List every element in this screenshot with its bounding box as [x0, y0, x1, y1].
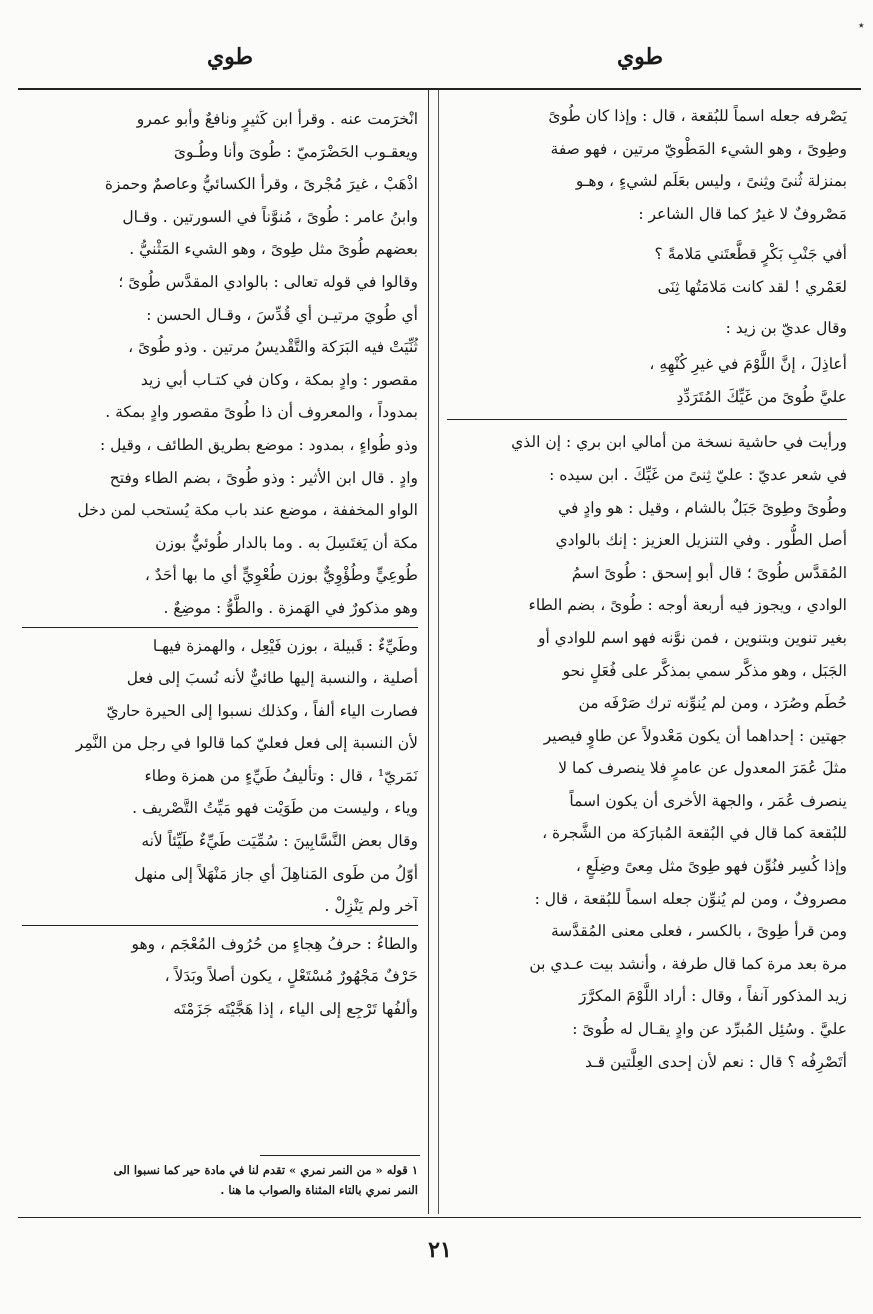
text-line: المُقدَّس طُوىً ؛ قال أبو إسحق : طُوىً اسمُ: [571, 563, 847, 582]
text-line: انْخرَمت عنه . وقرأ ابن كَثيرٍ ونافعٌ وأبو عمرو: [136, 110, 418, 128]
text-line: وطُوىً وطِوىً جَبَلٌ بالشام ، وقيل : هو وادٍ في: [558, 498, 847, 517]
text-line: زيد المذكور آنفاً ، وقال : أراد اللَّوْمَ المكرَّرَ: [579, 987, 847, 1006]
footnote: [22, 1160, 418, 1200]
text-line: ورأيت في حاشية نسخة من أمالي ابن بري : إن الذي: [511, 433, 847, 452]
text-line: للبُقعة كما قال في البُقعة المُبارَكة من الشَّجرة ،: [542, 824, 847, 843]
footnote-rule: [260, 1155, 420, 1156]
text-line: ومن قرأ طِوىً ، بالكسر ، فعلى معنى المُقدَّسة: [550, 922, 847, 941]
text-line: فصارت الياء ألفاً ، وكذلك نسبوا إلى الحيرة حاريّ: [106, 701, 418, 720]
text-line: وذو طُواءٍ ، بمدود : موضع بطريق الطائف ، وقيل :: [99, 435, 418, 454]
text-line: أصلية ، والنسبة إليها طائيٌّ لأنه نُسبَ إلى فعل: [126, 669, 418, 688]
corner-mark: ٭: [858, 18, 865, 32]
text-line: في شعر عديّ : عليّ ثِنىً من غَيِّكَ . ابن سيده :: [549, 465, 847, 484]
text-line: الواو المخففة ، موضع عند باب مكة يُستحب لمن دخل: [77, 501, 418, 520]
text-line: وياء ، وليست من طَوَيْت فهو مَيِّتُ التَّصْريف .: [132, 799, 418, 818]
text-line: ويعقـوب الحَضْرَميّ : طُوىَ وأنا وطُـوىَ: [173, 142, 418, 161]
text-line: ثُنِّيَتْ فيه البَرَكة والتَّقْديسُ مرتين . وذو طُوىً ،: [128, 338, 418, 357]
text-line: طُوعِيٍّ وطُؤْوِيٌّ بوزن طُعْوِيٍّ أي ما بها أحَدٌ ،: [144, 566, 418, 585]
text-line: حَرْفٌ مَجْهُورٌ مُسْتَعْلٍ ، يكون أصلاً وبَدَلاً ،: [164, 967, 418, 986]
text-line: يَصْرفه جعله اسماً للبُقعة ، قال : وإذا كان طُوىً: [548, 107, 847, 125]
footnote-line: النمر نمري بالتاء المثناة والصواب ما هنا .: [220, 1183, 418, 1197]
paragraph-rule: [447, 419, 847, 420]
text-line: الوادي ، ويجوز فيه أربعة أوجه : طُوىً ، بضم الطاء: [528, 596, 847, 615]
text-line: بمدوداً ، والمعروف أن ذا طُوىً مقصور وادٍ بمكة .: [105, 403, 418, 422]
running-head-left: طوي: [206, 44, 254, 70]
text-line: وطِوىً ، وهو الشيء المَطْويّ مرتين ، فهو صفة: [550, 139, 847, 158]
text-line: آخر ولم يَنْزِلْ .: [324, 897, 418, 916]
verse-line: أفي جَنْبِ بَكْرٍ قطَّعتَني مَلامةً ؟: [654, 245, 847, 264]
text-line: وادٍ . قال ابن الأثير : وذو طُوىً ، بضم الطاء وفتح: [109, 468, 418, 487]
text-line: أصل الطُّور . وفي التنزيل العزيز : إنك بالوادي: [555, 531, 847, 550]
text-line: وألفُها تَرْجِع إلى الياء ، إذا هَجَّيْتَه جَزَمْتَه: [173, 1000, 418, 1019]
text-line: مثلَ عُمَرَ المعدول عن عامرٍ فلا ينصرف كما لا: [558, 759, 847, 778]
text-line: حُطَم وصُرَد ، ومن لم يُنوِّنه ترك صَرْفَه من: [578, 694, 847, 713]
text-line: وإذا كُسِر فنُوِّن فهو طِوىً مثل مِعىً وضِلَعٍ ،: [575, 857, 847, 876]
left-column: [22, 103, 418, 1026]
footer-rule: [18, 1217, 861, 1218]
text-line: مكة أن يَغتَسِلَ به . وما بالدار طُوئيٌّ بوزن: [155, 533, 418, 552]
footnote-line: ١ قوله « من النمر نمري » تقدم لنا في مادة حير كما نسبوا الى: [113, 1163, 418, 1177]
text-line: مَصْروفٌ لا غيرُ كما قال الشاعر :: [638, 204, 847, 223]
text-line: نَمَريّ¹ ، قال : وتأليفُ طَيِّءٍ من همزة وطاء: [144, 766, 418, 785]
text-line: أي طُويَ مرتيـن أي قُدِّسَ ، وقـال الحسن :: [146, 305, 418, 324]
verse-line: لعَمْري ! لقد كانت مَلامَتُها ثِنَى: [657, 277, 847, 296]
text-line: بعضهم طُوىً مثل طِوىً ، وهو الشيء المَثْنيُّ .: [129, 240, 418, 259]
text-line: الجَبَل ، وهو مذكَّر سمي بمذكَّر على فُعَلٍ نحو: [562, 661, 847, 680]
text-line: والطاءُ : حرفُ هِجاءٍ من حُرُوف المُعْجَم ، وهو: [131, 934, 418, 953]
text-line: ينصرف عُمَر ، والجهة الأخرى أن يكون اسماً: [569, 791, 847, 810]
column-divider-inner: [438, 90, 439, 1214]
text-line: أوّلُ من طَوى المَناهِلَ أي جاز مَنْهَلاً إلى منهل: [134, 864, 418, 883]
text-line: مرة بعد مرة كما قال طرفة ، وأنشد بيت عـدي بن: [529, 954, 847, 973]
header-rule: [18, 88, 861, 90]
running-head-right: طوي: [616, 44, 664, 70]
verse-line: أعاذِلَ ، إنَّ اللَّوْمَ في غيرِ كُنْهِهِ ،: [649, 355, 847, 374]
text-line: مقصور : وادٍ بمكة ، وكان في كتـاب أبي زيد: [140, 370, 418, 389]
text-line: جهتين : إحداهما أن يكون مَعْدولاً عن طاوٍ فيصير: [543, 726, 847, 745]
text-line: بمنزلة ثُنىً وثِنىً ، وليس بعَلَم لشيءٍ ، وهـو: [575, 172, 847, 191]
text-line: وقال عديّ بن زيد :: [725, 318, 847, 337]
text-line: وابنُ عامر : طُوىً ، مُنوَّناً في السورتين . وقـال: [122, 207, 418, 226]
right-column: [447, 100, 847, 1078]
text-line: وقال بعض النَّسَّابِينَ : سُمِّيَت طَيِّءٌ طَيِّئاً لأنه: [141, 832, 418, 851]
text-line: وطَيِّءٌ : قَبيلة ، بوزن فَيْعِل ، والهمزة فيهـا: [152, 636, 418, 655]
page-number: ٢١: [428, 1237, 452, 1263]
text-line: وقالوا في قوله تعالى : بالوادي المقدَّس طُوىً ؛: [118, 272, 418, 291]
verse-line: عليَّ طُوىً من غَيِّكَ المُتَرَدِّدِ: [676, 387, 847, 406]
paragraph-rule: [22, 627, 418, 628]
column-divider: [428, 90, 429, 1214]
text-line: وهو مذكورٌ في الهَمزة . والطَّوُّ : موضِعٌ .: [163, 598, 418, 617]
text-line: اذْهَبْ ، غيرَ مُجْرىً ، وقرأ الكسائيُّ وعاصمٌ وحمزة: [104, 175, 418, 194]
text-line: مصروفٌ ، ومن لم يُنوِّن جعله اسماً للبُقعة ، قال :: [534, 889, 847, 908]
paragraph-rule: [22, 925, 418, 926]
text-line: بغير تنوين وبتنوين ، فمن نوَّنه فهو اسم للوادي أو: [537, 628, 847, 647]
text-line: لأن النسبة إلى فعل فعليّ كما قالوا في رجل من النَّمِر: [75, 734, 418, 753]
text-line: عليَّ . وسُئِل المُبرِّد عن وادٍ يقـال له طُوىً :: [572, 1020, 847, 1039]
text-line: أتَصْرِفُه ؟ قال : نعم لأن إحدى العِلَّتين قـد: [585, 1052, 847, 1071]
